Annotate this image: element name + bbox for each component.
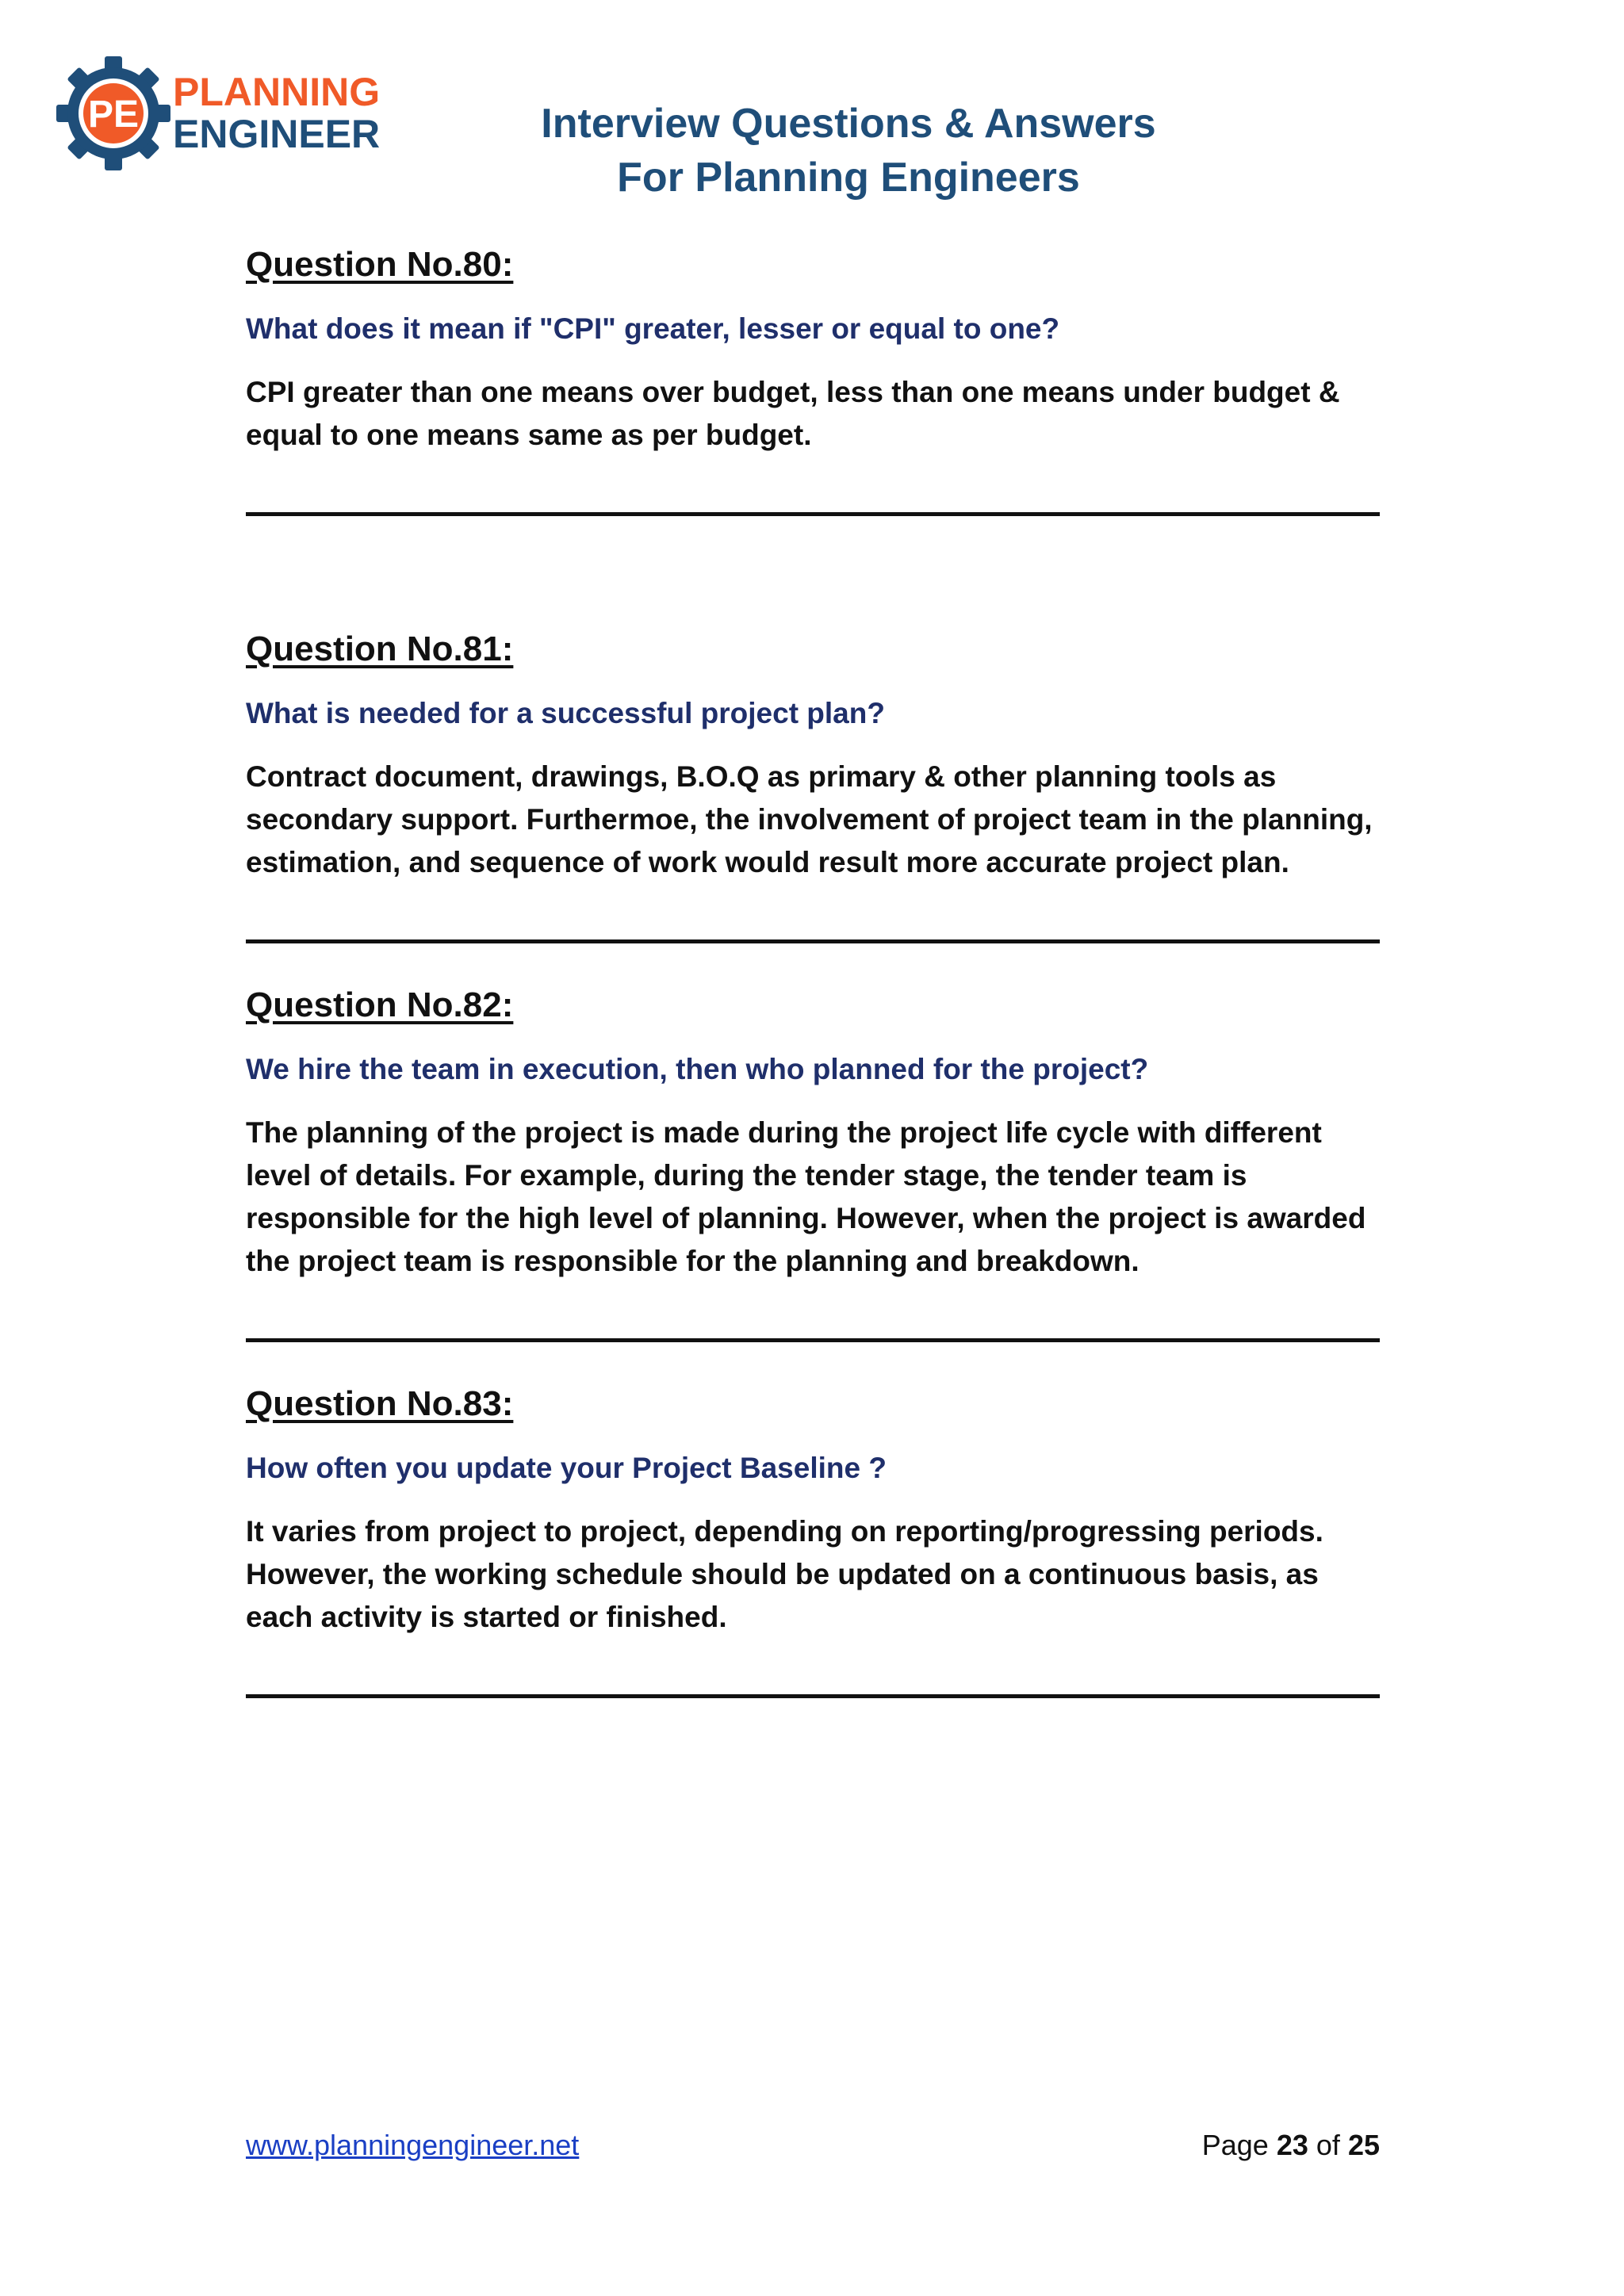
question-text: We hire the team in execution, then who planned for the project? <box>246 1053 1149 1085</box>
qa-item-80 <box>246 243 1380 457</box>
answer-text: CPI greater than one means over budget, less than one means under budget & equal to one means same as per budget. <box>246 376 1340 451</box>
section-divider <box>246 939 1380 943</box>
question-text: What does it mean if "CPI" greater, lesser or equal to one? <box>246 312 1060 345</box>
svg-text:PE: PE <box>87 94 140 136</box>
answer-text: It varies from project to project, depending on reporting/progressing periods. However, the working schedule should be updated on a continuous basis, as each activity is started or finished. <box>246 1515 1323 1633</box>
logo-graphic <box>54 54 403 173</box>
question-text: What is needed for a successful project plan? <box>246 697 885 729</box>
question-heading: Question No.82: <box>246 985 514 1024</box>
page-of: of <box>1316 2129 1340 2161</box>
planning-engineer-logo <box>54 54 403 173</box>
title-line-1: Interview Questions & Answers <box>541 101 1156 147</box>
section-divider <box>246 512 1380 516</box>
qa-item-82 <box>246 983 1380 1283</box>
page-current: 23 <box>1276 2129 1308 2161</box>
svg-text:ENGINEER: ENGINEER <box>173 112 381 156</box>
qa-item-81 <box>246 627 1380 884</box>
section-divider <box>246 1338 1380 1342</box>
svg-text:PLANNING: PLANNING <box>173 70 381 114</box>
question-text: How often you update your Project Baseline ? <box>246 1452 887 1484</box>
question-heading: Question No.80: <box>246 245 514 284</box>
section-divider <box>246 1694 1380 1698</box>
gear-icon <box>56 56 170 170</box>
title-line-2: For Planning Engineers <box>617 155 1080 201</box>
page-number <box>1202 2129 1380 2162</box>
website-link[interactable]: www.planningengineer.net <box>246 2129 580 2161</box>
question-heading: Question No.81: <box>246 629 514 668</box>
answer-text: The planning of the project is made during the project life cycle with different level of details. For example, during the tender stage, the tender team is responsible for the high level of planning. However, when the project is awarded the project team is responsible for the planning and breakdown. <box>246 1116 1366 1277</box>
question-heading: Question No.83: <box>246 1384 514 1423</box>
document-title <box>476 97 1221 205</box>
qa-item-83 <box>246 1382 1380 1639</box>
page-prefix: Page <box>1201 2129 1269 2161</box>
qa-content <box>246 238 1380 1698</box>
answer-text: Contract document, drawings, B.O.Q as primary & other planning tools as secondary support. Furthermoe, the involvement of project team in the planning, estimation, and sequence of work would result more accurate project plan. <box>246 760 1373 878</box>
page-total: 25 <box>1347 2129 1380 2161</box>
